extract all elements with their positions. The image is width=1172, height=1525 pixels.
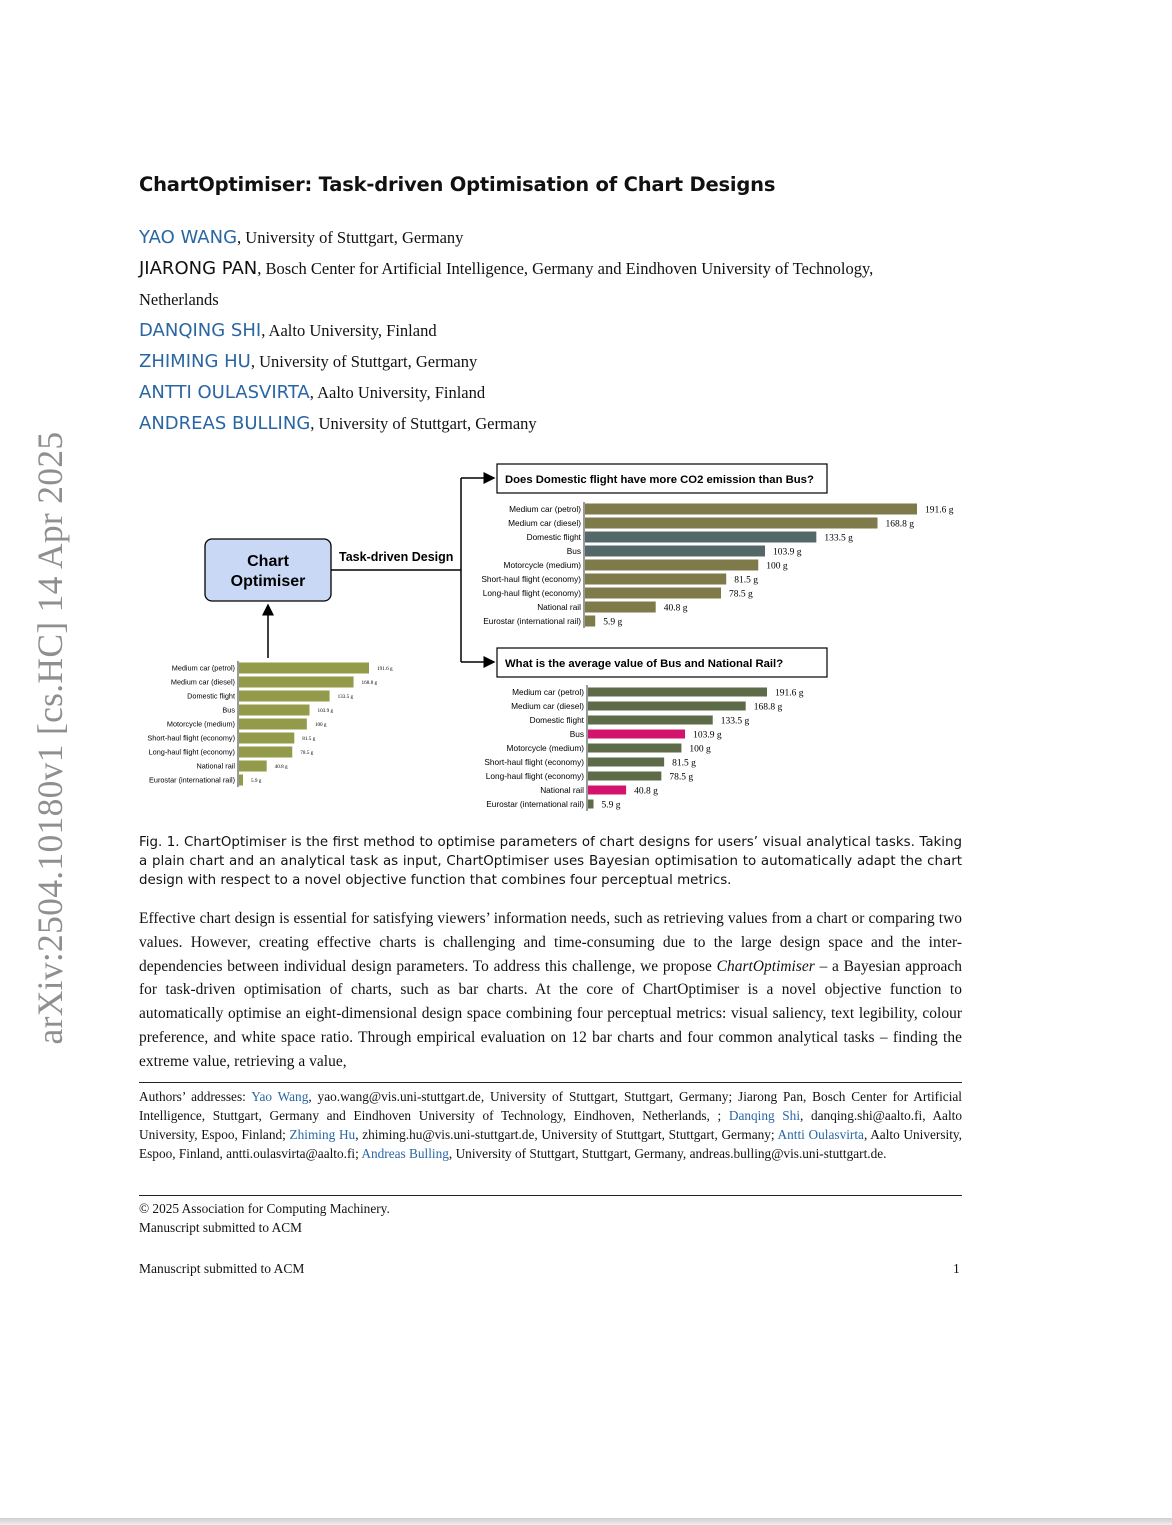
value-label: 133.5 g xyxy=(824,533,853,544)
category-label: Bus xyxy=(569,728,584,739)
category-label: Medium car (petrol) xyxy=(509,503,581,514)
figure-caption: Fig. 1. ChartOptimiser is the first method to optimise parameters of chart designs for users’ visual analytical tasks. Taking a plain chart and an analytical task as input, ChartOptimiser uses Bayesian optimisation to automatically adapt the chart design with respect to a novel objective function that combines four perceptual metrics. xyxy=(139,835,962,888)
footnote-text: , yao.wang@vis.uni-stuttgart.de, University of Stuttgart, Stuttgart, Germany; Jiarong Pan, Bosch Center for Artificial Intelligence, Stuttgart, Germany and Eindhoven University of Technology, Eindhoven, Netherlands, ; xyxy=(139,1089,962,1123)
category-label: Domestic flight xyxy=(187,691,235,701)
category-label: Short-haul flight (economy) xyxy=(484,756,584,767)
bar xyxy=(585,588,721,599)
category-label: Eurostar (international rail) xyxy=(483,615,581,626)
bar xyxy=(588,744,681,753)
bar xyxy=(239,677,354,688)
copyright-rule xyxy=(139,1195,962,1196)
page-number: 1 xyxy=(953,1261,960,1276)
category-label: Bus xyxy=(222,705,235,715)
arxiv-stamp-text: arXiv:2504.10180v1 [cs.HC] 14 Apr 2025 xyxy=(30,431,70,1045)
bar xyxy=(239,719,307,730)
author-name: JIARONG PAN xyxy=(139,258,258,279)
optimiser-label-line1: Chart xyxy=(247,553,289,570)
bar xyxy=(588,716,713,725)
value-label: 103.9 g xyxy=(773,547,802,558)
author-line xyxy=(139,408,969,439)
input-chart xyxy=(147,661,393,787)
category-label: Medium car (petrol) xyxy=(512,686,584,697)
abstract-part2: – a Bayesian approach for task-driven optimisation of charts, such as bar charts. At the core of ChartOptimiser is a novel objective function to automatically optimise an eight-dimensional design space combining four perceptual metrics: visual saliency, text legibility, colour preference, and white space ratio. Through empirical evaluation on 12 bar charts and four common analytical tasks – finding the extreme value, retrieving a value, xyxy=(139,957,962,1070)
author-name-link[interactable]: YAO WANG xyxy=(139,227,238,248)
value-label: 81.5 g xyxy=(672,758,696,769)
value-label: 168.8 g xyxy=(885,519,914,530)
footnote-author-link[interactable]: Zhiming Hu xyxy=(289,1127,356,1142)
author-line xyxy=(139,222,969,253)
value-label: 5.9 g xyxy=(601,800,621,811)
optimiser-box xyxy=(205,539,331,601)
value-label: 40.8 g xyxy=(663,603,688,614)
bar xyxy=(239,691,330,702)
value-label: 133.5 g xyxy=(720,716,750,727)
category-label: National rail xyxy=(537,601,581,612)
value-label: 40.8 g xyxy=(634,786,658,797)
author-name-link[interactable]: ANTTI OULASVIRTA xyxy=(139,382,310,403)
value-label: 100 g xyxy=(766,561,788,572)
value-label: 168.8 g xyxy=(361,679,378,686)
category-label: National rail xyxy=(540,784,584,795)
value-label: 133.5 g xyxy=(337,693,354,700)
value-label: 100 g xyxy=(314,721,327,728)
bar xyxy=(239,775,243,786)
author-list xyxy=(139,222,969,439)
author-line xyxy=(139,346,969,377)
task1-chart xyxy=(481,502,953,628)
value-label: 81.5 g xyxy=(302,735,316,742)
bar xyxy=(585,532,816,543)
footnote-text: , zhiming.hu@vis.uni-stuttgart.de, University of Stuttgart, Stuttgart, Germany; xyxy=(355,1127,778,1142)
footnote-text: , Aalto University, Espoo, Finland, antti.oulasvirta@aalto.fi; xyxy=(139,1127,962,1161)
copyright-line: © 2025 Association for Computing Machinery. xyxy=(139,1201,390,1216)
bar xyxy=(585,504,917,515)
value-label: 168.8 g xyxy=(753,702,783,713)
value-label: 191.6 g xyxy=(925,505,954,516)
category-label: Medium car (petrol) xyxy=(171,663,235,673)
bar xyxy=(585,560,758,571)
footnote-author-link[interactable]: Yao Wang xyxy=(251,1089,309,1104)
value-label: 78.5 g xyxy=(669,772,694,783)
author-line xyxy=(139,315,969,346)
author-addresses xyxy=(139,1087,962,1163)
bar xyxy=(588,786,626,795)
author-affiliation: Netherlands xyxy=(139,290,219,309)
author-name-link[interactable]: ANDREAS BULLING xyxy=(139,413,311,434)
category-label: Long-haul flight (economy) xyxy=(482,587,581,598)
category-label: Short-haul flight (economy) xyxy=(147,733,235,743)
bar xyxy=(239,761,267,772)
submission-line: Manuscript submitted to ACM xyxy=(139,1220,302,1235)
category-label: Medium car (diesel) xyxy=(511,700,584,711)
value-label: 81.5 g xyxy=(734,575,758,586)
page-footer: Manuscript submitted to ACM xyxy=(139,1261,305,1276)
category-label: Domestic flight xyxy=(526,531,581,542)
task-driven-label: Task-driven Design xyxy=(339,550,454,564)
author-affiliation: , Bosch Center for Artificial Intelligence, Germany and Eindhoven University of Technology, xyxy=(257,259,874,278)
bar xyxy=(588,758,664,767)
category-label: Eurostar (international rail) xyxy=(486,798,584,809)
author-line xyxy=(139,284,969,315)
task2-chart xyxy=(484,685,803,811)
bar xyxy=(585,546,765,557)
bar xyxy=(588,772,661,781)
abstract-part1: Effective chart design is essential for satisfying viewers’ information needs, such as retrieving values from a chart or comparing two values. However, creating effective charts is challenging and time-consuming due to the large design space and the inter-dependencies between individual design parameters. To address this challenge, we propose xyxy=(139,910,962,975)
bar xyxy=(588,800,594,809)
footnote-author-link[interactable]: Danqing Shi xyxy=(728,1108,801,1123)
value-label: 5.9 g xyxy=(251,777,262,784)
bar xyxy=(588,730,685,739)
footnote-text: , University of Stuttgart, Stuttgart, Germany, andreas.bulling@vis.uni-stuttgart.de. xyxy=(448,1146,887,1161)
bar xyxy=(585,602,656,613)
teaser-figure xyxy=(139,455,969,815)
paper-title: ChartOptimiser: Task-driven Optimisation of Chart Designs xyxy=(139,173,776,196)
bar xyxy=(585,616,595,627)
value-label: 100 g xyxy=(689,744,711,755)
footnote-author-link[interactable]: Andreas Bulling xyxy=(361,1146,449,1161)
bar xyxy=(239,705,309,716)
author-affiliation: , Aalto University, Finland xyxy=(309,383,486,402)
bar xyxy=(239,747,292,758)
category-label: Motorcycle (medium) xyxy=(166,719,235,729)
bar xyxy=(585,574,726,585)
category-label: Domestic flight xyxy=(529,714,584,725)
category-label: Long-haul flight (economy) xyxy=(485,770,584,781)
value-label: 191.6 g xyxy=(377,665,393,672)
footnote-text: , danqing.shi@aalto.fi, Aalto University, Espoo, Finland; xyxy=(139,1108,962,1142)
author-affiliation: , University of Stuttgart, Germany xyxy=(237,228,464,247)
category-label: Bus xyxy=(566,545,581,556)
value-label: 78.5 g xyxy=(729,589,753,600)
category-label: Motorcycle (medium) xyxy=(503,559,581,570)
value-label: 191.6 g xyxy=(775,688,804,699)
author-line xyxy=(139,253,969,284)
category-label: Short-haul flight (economy) xyxy=(481,573,581,584)
author-affiliation: , University of Stuttgart, Germany xyxy=(310,414,537,433)
copyright-block xyxy=(139,1199,390,1237)
value-label: 5.9 g xyxy=(603,617,623,628)
value-label: 103.9 g xyxy=(317,707,334,714)
footnote-rule xyxy=(139,1082,962,1083)
category-label: Medium car (diesel) xyxy=(170,677,235,687)
task2-question: What is the average value of Bus and National Rail? xyxy=(505,658,784,670)
bar xyxy=(239,733,294,744)
bar xyxy=(585,518,877,529)
optimiser-label-line2: Optimiser xyxy=(230,573,306,590)
task1-question: Does Domestic flight have more CO2 emission than Bus? xyxy=(505,474,814,486)
bar xyxy=(588,688,767,697)
page-edge xyxy=(0,1518,1172,1525)
category-label: Long-haul flight (economy) xyxy=(148,747,235,757)
category-label: National rail xyxy=(196,761,235,771)
category-label: Medium car (diesel) xyxy=(508,517,581,528)
value-label: 78.5 g xyxy=(300,749,314,756)
teaser-figure-svg xyxy=(139,455,969,815)
author-affiliation: , University of Stuttgart, Germany xyxy=(250,352,478,371)
abstract xyxy=(139,907,962,1074)
bar xyxy=(239,663,369,674)
author-line xyxy=(139,377,969,408)
bar xyxy=(588,702,746,711)
author-name-link[interactable]: ZHIMING HU xyxy=(139,351,251,372)
value-label: 40.8 g xyxy=(274,763,288,770)
author-name-link[interactable]: DANQING SHI xyxy=(139,320,262,341)
footnote-intro: Authors’ addresses: xyxy=(139,1089,252,1104)
category-label: Eurostar (international rail) xyxy=(149,775,235,785)
abstract-emphasis: ChartOptimiser xyxy=(716,957,815,975)
value-label: 103.9 g xyxy=(693,730,722,741)
category-label: Motorcycle (medium) xyxy=(506,742,584,753)
footnote-author-link[interactable]: Antti Oulasvirta xyxy=(777,1127,864,1142)
author-affiliation: , Aalto University, Finland xyxy=(261,321,437,340)
